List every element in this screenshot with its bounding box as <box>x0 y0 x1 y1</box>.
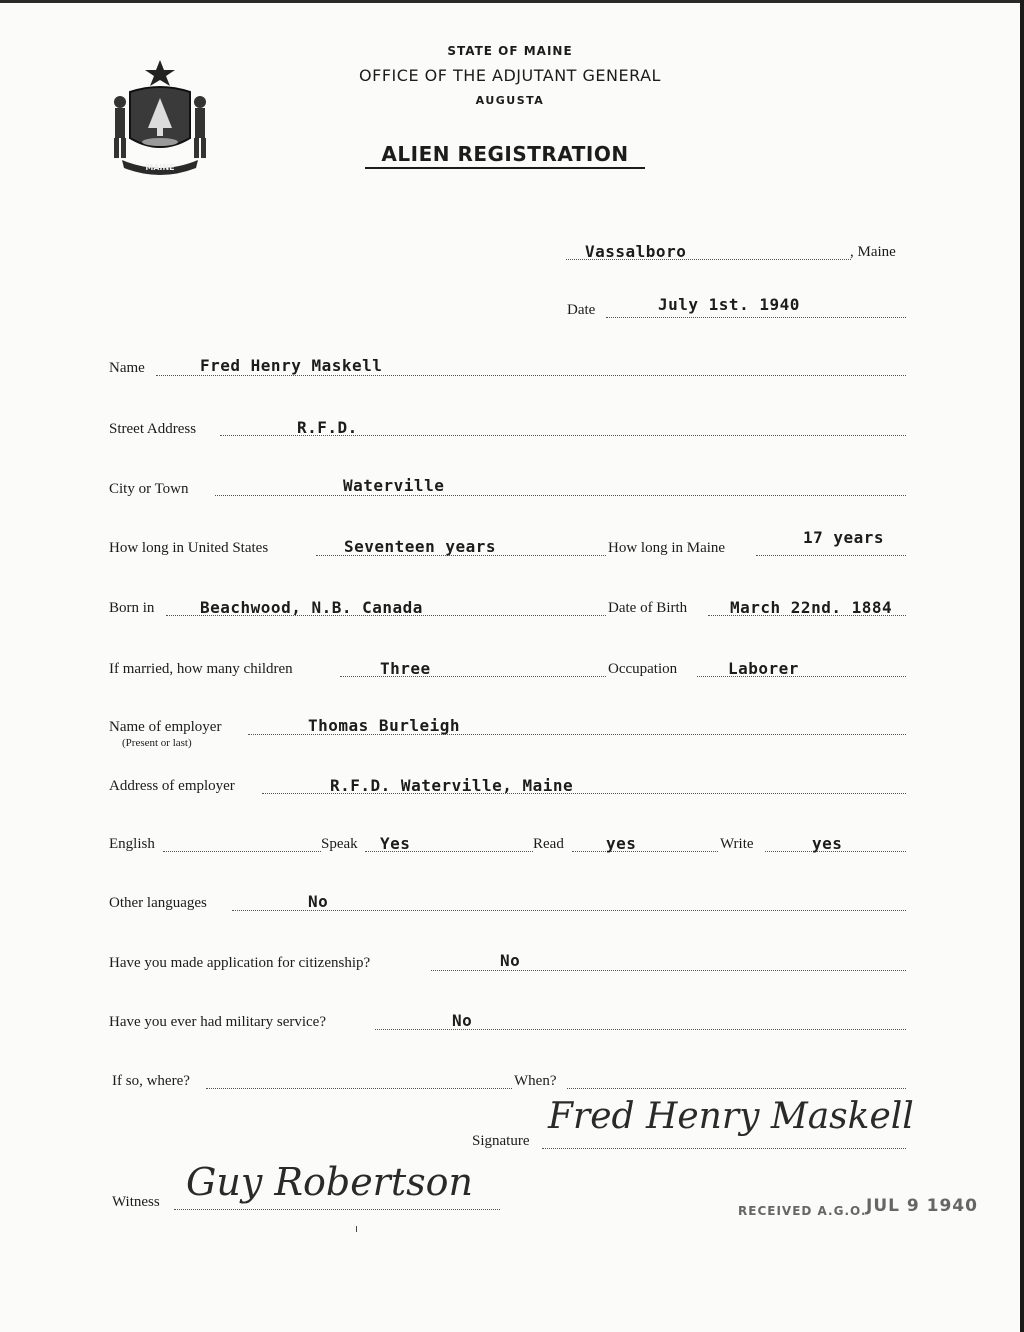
military-label: Have you ever had military service? <box>109 1014 326 1030</box>
occupation-value: Laborer <box>728 659 799 678</box>
other-languages-line <box>232 909 906 911</box>
title-underline <box>365 167 645 169</box>
employer-sublabel: (Present or last) <box>122 737 192 749</box>
witness-line <box>174 1208 500 1210</box>
maine-duration-value: 17 years <box>803 528 885 547</box>
state-seal-icon <box>108 58 212 180</box>
where-label: If so, where? <box>112 1073 190 1089</box>
military-value: No <box>452 1011 473 1030</box>
header-city: AUGUSTA <box>475 94 545 107</box>
speak-value: Yes <box>380 834 411 853</box>
name-value: Fred Henry Maskell <box>200 356 383 375</box>
occupation-label: Occupation <box>608 661 678 677</box>
date-line <box>606 316 906 318</box>
read-label: Read <box>533 836 564 852</box>
children-label: If married, how many children <box>109 661 293 677</box>
witness-value: Guy Robertson <box>186 1160 473 1204</box>
us-duration-value: Seventeen years <box>344 537 496 556</box>
read-line <box>572 850 718 852</box>
form-title: ALIEN REGISTRATION <box>381 142 629 166</box>
born-in-value: Beachwood, N.B. Canada <box>200 598 423 617</box>
header-office: OFFICE OF THE ADJUTANT GENERAL <box>359 66 661 85</box>
place-town-value: Vassalboro <box>585 242 687 261</box>
street-value: R.F.D. <box>297 418 358 437</box>
received-stamp-date: JUL 9 1940 <box>866 1196 978 1216</box>
employer-value: Thomas Burleigh <box>308 716 460 735</box>
write-label: Write <box>720 836 754 852</box>
us-duration-label: How long in United States <box>109 540 269 556</box>
employer-label: Name of employer <box>109 719 222 735</box>
top-edge <box>0 0 1024 3</box>
maine-duration-label: How long in Maine <box>608 540 726 556</box>
read-value: yes <box>606 834 637 853</box>
witness-label: Witness <box>112 1194 160 1210</box>
signature-label: Signature <box>472 1133 530 1149</box>
received-stamp: RECEIVED A.G.O. <box>738 1204 867 1218</box>
dob-label: Date of Birth <box>608 600 688 616</box>
speak-label: Speak <box>321 836 358 852</box>
when-line <box>567 1087 906 1089</box>
when-label: When? <box>514 1073 557 1089</box>
stray-mark <box>356 1226 357 1232</box>
street-label: Street Address <box>109 421 197 437</box>
write-value: yes <box>812 834 843 853</box>
born-in-label: Born in <box>109 600 155 616</box>
employer-address-label: Address of employer <box>109 778 235 794</box>
english-label: English <box>109 836 155 852</box>
date-label: Date <box>567 302 596 318</box>
city-value: Waterville <box>343 476 445 495</box>
where-line <box>206 1087 512 1089</box>
other-languages-value: No <box>308 892 329 911</box>
english-line <box>163 850 321 852</box>
date-value: July 1st. 1940 <box>658 295 800 314</box>
signature-line <box>542 1147 906 1149</box>
signature-value: Fred Henry Maskell <box>548 1096 914 1137</box>
maine-duration-line <box>756 554 906 556</box>
city-line <box>215 494 906 496</box>
name-label: Name <box>109 360 145 376</box>
citizenship-label: Have you made application for citizenship? <box>109 955 371 971</box>
place-suffix: , Maine <box>850 244 896 260</box>
children-value: Three <box>380 659 431 678</box>
dob-value: March 22nd. 1884 <box>730 598 893 617</box>
citizenship-value: No <box>500 951 521 970</box>
right-edge <box>1020 0 1024 1332</box>
city-label: City or Town <box>109 481 189 497</box>
seal-banner-text: MAINE <box>145 163 175 172</box>
header-state: STATE OF MAINE <box>447 44 573 58</box>
other-languages-label: Other languages <box>109 895 207 911</box>
employer-address-value: R.F.D. Waterville, Maine <box>330 776 574 795</box>
